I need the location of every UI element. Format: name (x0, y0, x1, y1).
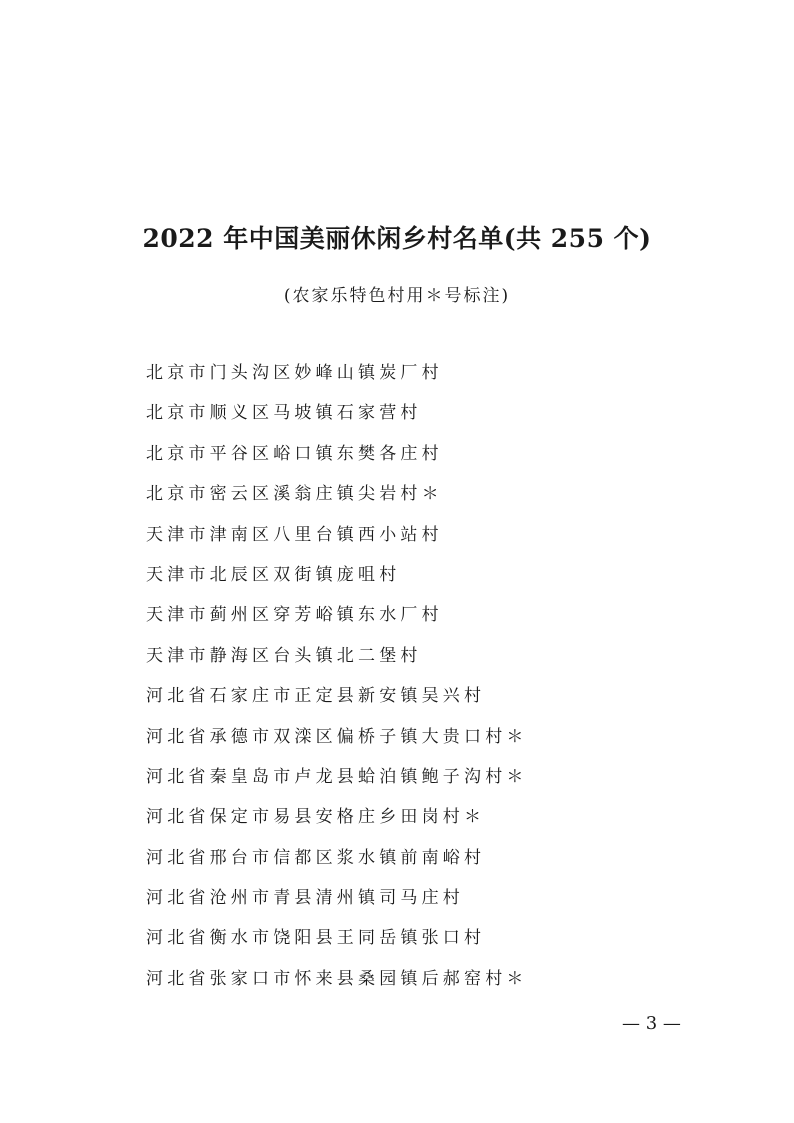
list-item: 河北省保定市易县安格庄乡田岗村＊ (146, 807, 486, 828)
list-item: 天津市北辰区双街镇庞咀村 (146, 564, 401, 585)
list-item: 北京市平谷区峪口镇东樊各庄村 (146, 443, 443, 464)
list-item: 河北省秦皇岛市卢龙县蛤泊镇鲍子沟村＊ (146, 766, 528, 787)
list-item: 天津市津南区八里台镇西小站村 (146, 524, 443, 545)
village-list (146, 358, 528, 1004)
list-item: 河北省张家口市怀来县桑园镇后郝窑村＊ (146, 968, 528, 989)
page-subtitle: (农家乐特色村用＊号标注) (283, 286, 511, 306)
list-item: 北京市密云区溪翁庄镇尖岩村＊ (146, 484, 443, 505)
page-title: 2022 年中国美丽休闲乡村名单(共 255 个) (142, 224, 652, 253)
list-item: 河北省石家庄市正定县新安镇吴兴村 (146, 686, 486, 707)
list-item: 河北省邢台市信都区浆水镇前南峪村 (146, 847, 486, 868)
list-item: 天津市蓟州区穿芳峪镇东水厂村 (146, 605, 443, 626)
list-item: 河北省衡水市饶阳县王同岳镇张口村 (146, 928, 486, 949)
list-item: 北京市顺义区马坡镇石家营村 (146, 403, 422, 424)
list-item: 天津市静海区台头镇北二堡村 (146, 645, 422, 666)
page-number: — 3 — (622, 1013, 681, 1034)
list-item: 河北省承德市双滦区偏桥子镇大贵口村＊ (146, 726, 528, 747)
list-item: 河北省沧州市青县清州镇司马庄村 (146, 888, 464, 909)
list-item: 北京市门头沟区妙峰山镇炭厂村 (146, 363, 443, 383)
